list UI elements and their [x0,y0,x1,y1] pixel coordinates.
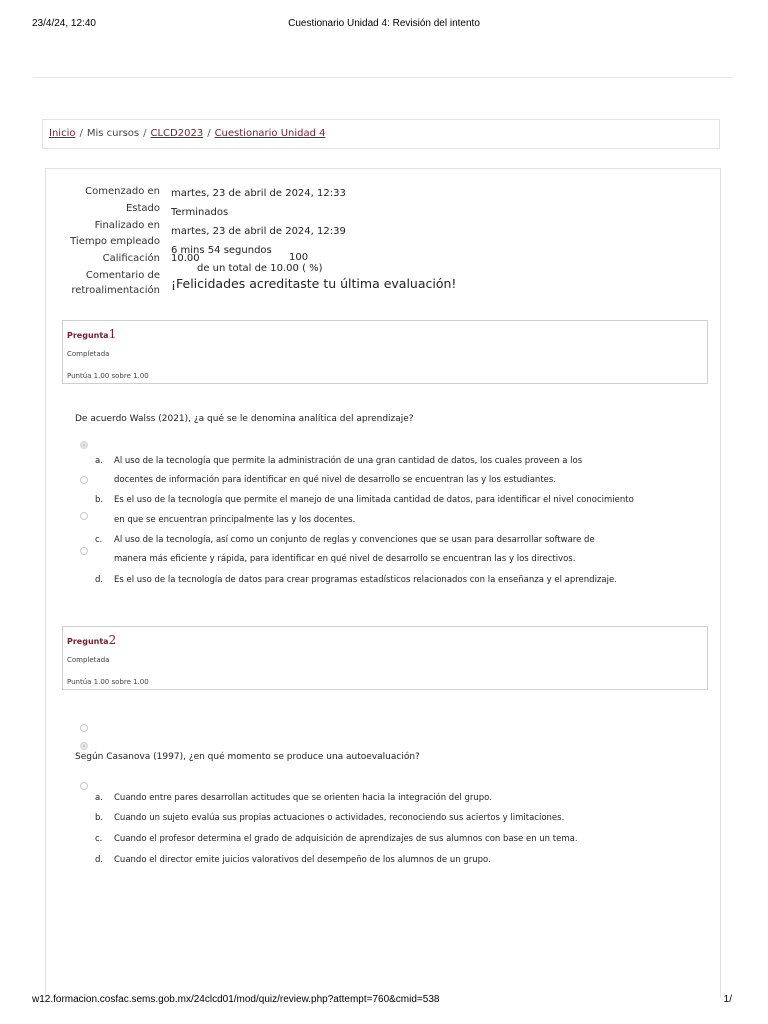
radio-selected[interactable] [80,441,88,449]
breadcrumb-separator: / [79,128,83,139]
option-letter: a. [95,793,103,803]
radio-option[interactable] [80,547,88,555]
quiz-review-panel [45,168,721,998]
option-text: en que se encuentran principalmente las y los docentes. [114,515,356,525]
breadcrumb-separator: / [207,128,211,139]
print-page-number: 1/ [723,994,732,1005]
print-page-title: Cuestionario Unidad 4: Revisión del intento [288,18,480,29]
option-text: Cuando un sujeto evalúa sus propias actuaciones o actividades, reconociendo sus aciertos y limitaciones. [114,813,565,823]
radio-option[interactable] [80,476,88,484]
finished-label: Finalizado en [94,220,160,231]
header-divider [33,77,733,78]
option-text: Es el uso de la tecnología que permite el manejo de una limitada cantidad de datos, para identificar el nivel conocimiento [114,495,634,505]
started-value: martes, 23 de abril de 2024, 12:33 [171,188,346,199]
radio-option[interactable] [80,512,88,520]
question-1-text: De acuerdo Walss (2021), ¿a qué se le denomina analítica del aprendizaje? [75,414,414,424]
grade-value: 10.00 [171,253,200,264]
started-label: Comenzado en [85,186,160,197]
radio-option[interactable] [80,724,88,732]
question-1-info [62,320,708,384]
print-url: w12.formacion.cosfac.sems.gob.mx/24clcd01/mod/quiz/review.php?attempt=760&cmid=538 [32,994,440,1005]
question-1-state: Completada [67,350,110,358]
radio-selected[interactable] [80,742,88,750]
option-text: Cuando el director emite juicios valorativos del desempeño de los alumnos de un grupo. [114,855,491,865]
option-letter: c. [95,535,103,545]
option-text: manera más eficiente y rápida, para identificar en qué nivel de desarrollo se encuentran las y los directivos. [114,554,576,564]
question-2-grade: Puntúa 1.00 sobre 1.00 [67,678,149,686]
question-number: 1 [108,327,117,341]
option-letter: b. [95,813,104,823]
option-text: Cuando entre pares desarrollan actitudes que se orienten hacia la integración del grupo. [114,793,492,803]
breadcrumb [42,119,720,149]
state-label: Estado [125,203,160,214]
time-label: Tiempo empleado [70,236,160,247]
question-title-label: Pregunta [67,637,109,646]
option-text: Es el uso de la tecnología de datos para crear programas estadísticos relacionados con la enseñanza y el aprendizaje. [114,575,617,585]
feedback-label-line1: Comentario de [85,270,160,281]
option-letter: d. [95,855,104,865]
option-letter: b. [95,495,104,505]
option-letter: a. [95,456,103,466]
breadcrumb-separator: / [143,128,147,139]
question-2-title [67,633,116,647]
finished-value: martes, 23 de abril de 2024, 12:39 [171,226,346,237]
breadcrumb-my-courses: Mis cursos [86,128,140,139]
breadcrumb-home-link[interactable]: Inicio [49,128,76,139]
grade-percent: 100 [289,252,309,263]
print-datetime: 23/4/24, 12:40 [32,18,96,29]
time-value: 6 mins 54 segundos [171,245,272,256]
grade-label: Calificación [102,253,160,264]
option-text: Cuando el profesor determina el grado de adquisición de aprendizajes de sus alumnos con base en un tema. [114,834,578,844]
option-text: docentes de información para identificar en qué nivel de desarrollo se encuentran las y los estudiantes. [114,475,557,485]
grade-total: de un total de 10.00 ( %) [197,263,323,274]
option-letter: c. [95,834,103,844]
question-title-label: Pregunta [67,331,109,340]
state-value: Terminados [171,207,229,218]
question-1-title [67,327,116,341]
question-2-text: Según Casanova (1997), ¿en qué momento se produce una autoevaluación? [75,752,420,762]
question-1-grade: Puntúa 1.00 sobre 1.00 [67,372,149,380]
feedback-label-line2: retroalimentación [71,285,160,296]
breadcrumb-quiz-link[interactable]: Cuestionario Unidad 4 [214,128,326,139]
question-2-state: Completada [67,656,110,664]
question-number: 2 [108,633,117,647]
radio-option[interactable] [80,782,88,790]
feedback-value: ¡Felicidades acreditaste tu última evaluación! [171,276,457,291]
question-2-info [62,626,708,690]
option-text: Al uso de la tecnología que permite la administración de una gran cantidad de datos, los cuales proveen a los [114,456,583,466]
breadcrumb-course-link[interactable]: CLCD2023 [150,128,204,139]
option-letter: d. [95,575,104,585]
option-text: Al uso de la tecnología, así como un conjunto de reglas y convenciones que se usan para desarrollar software de [114,535,595,545]
